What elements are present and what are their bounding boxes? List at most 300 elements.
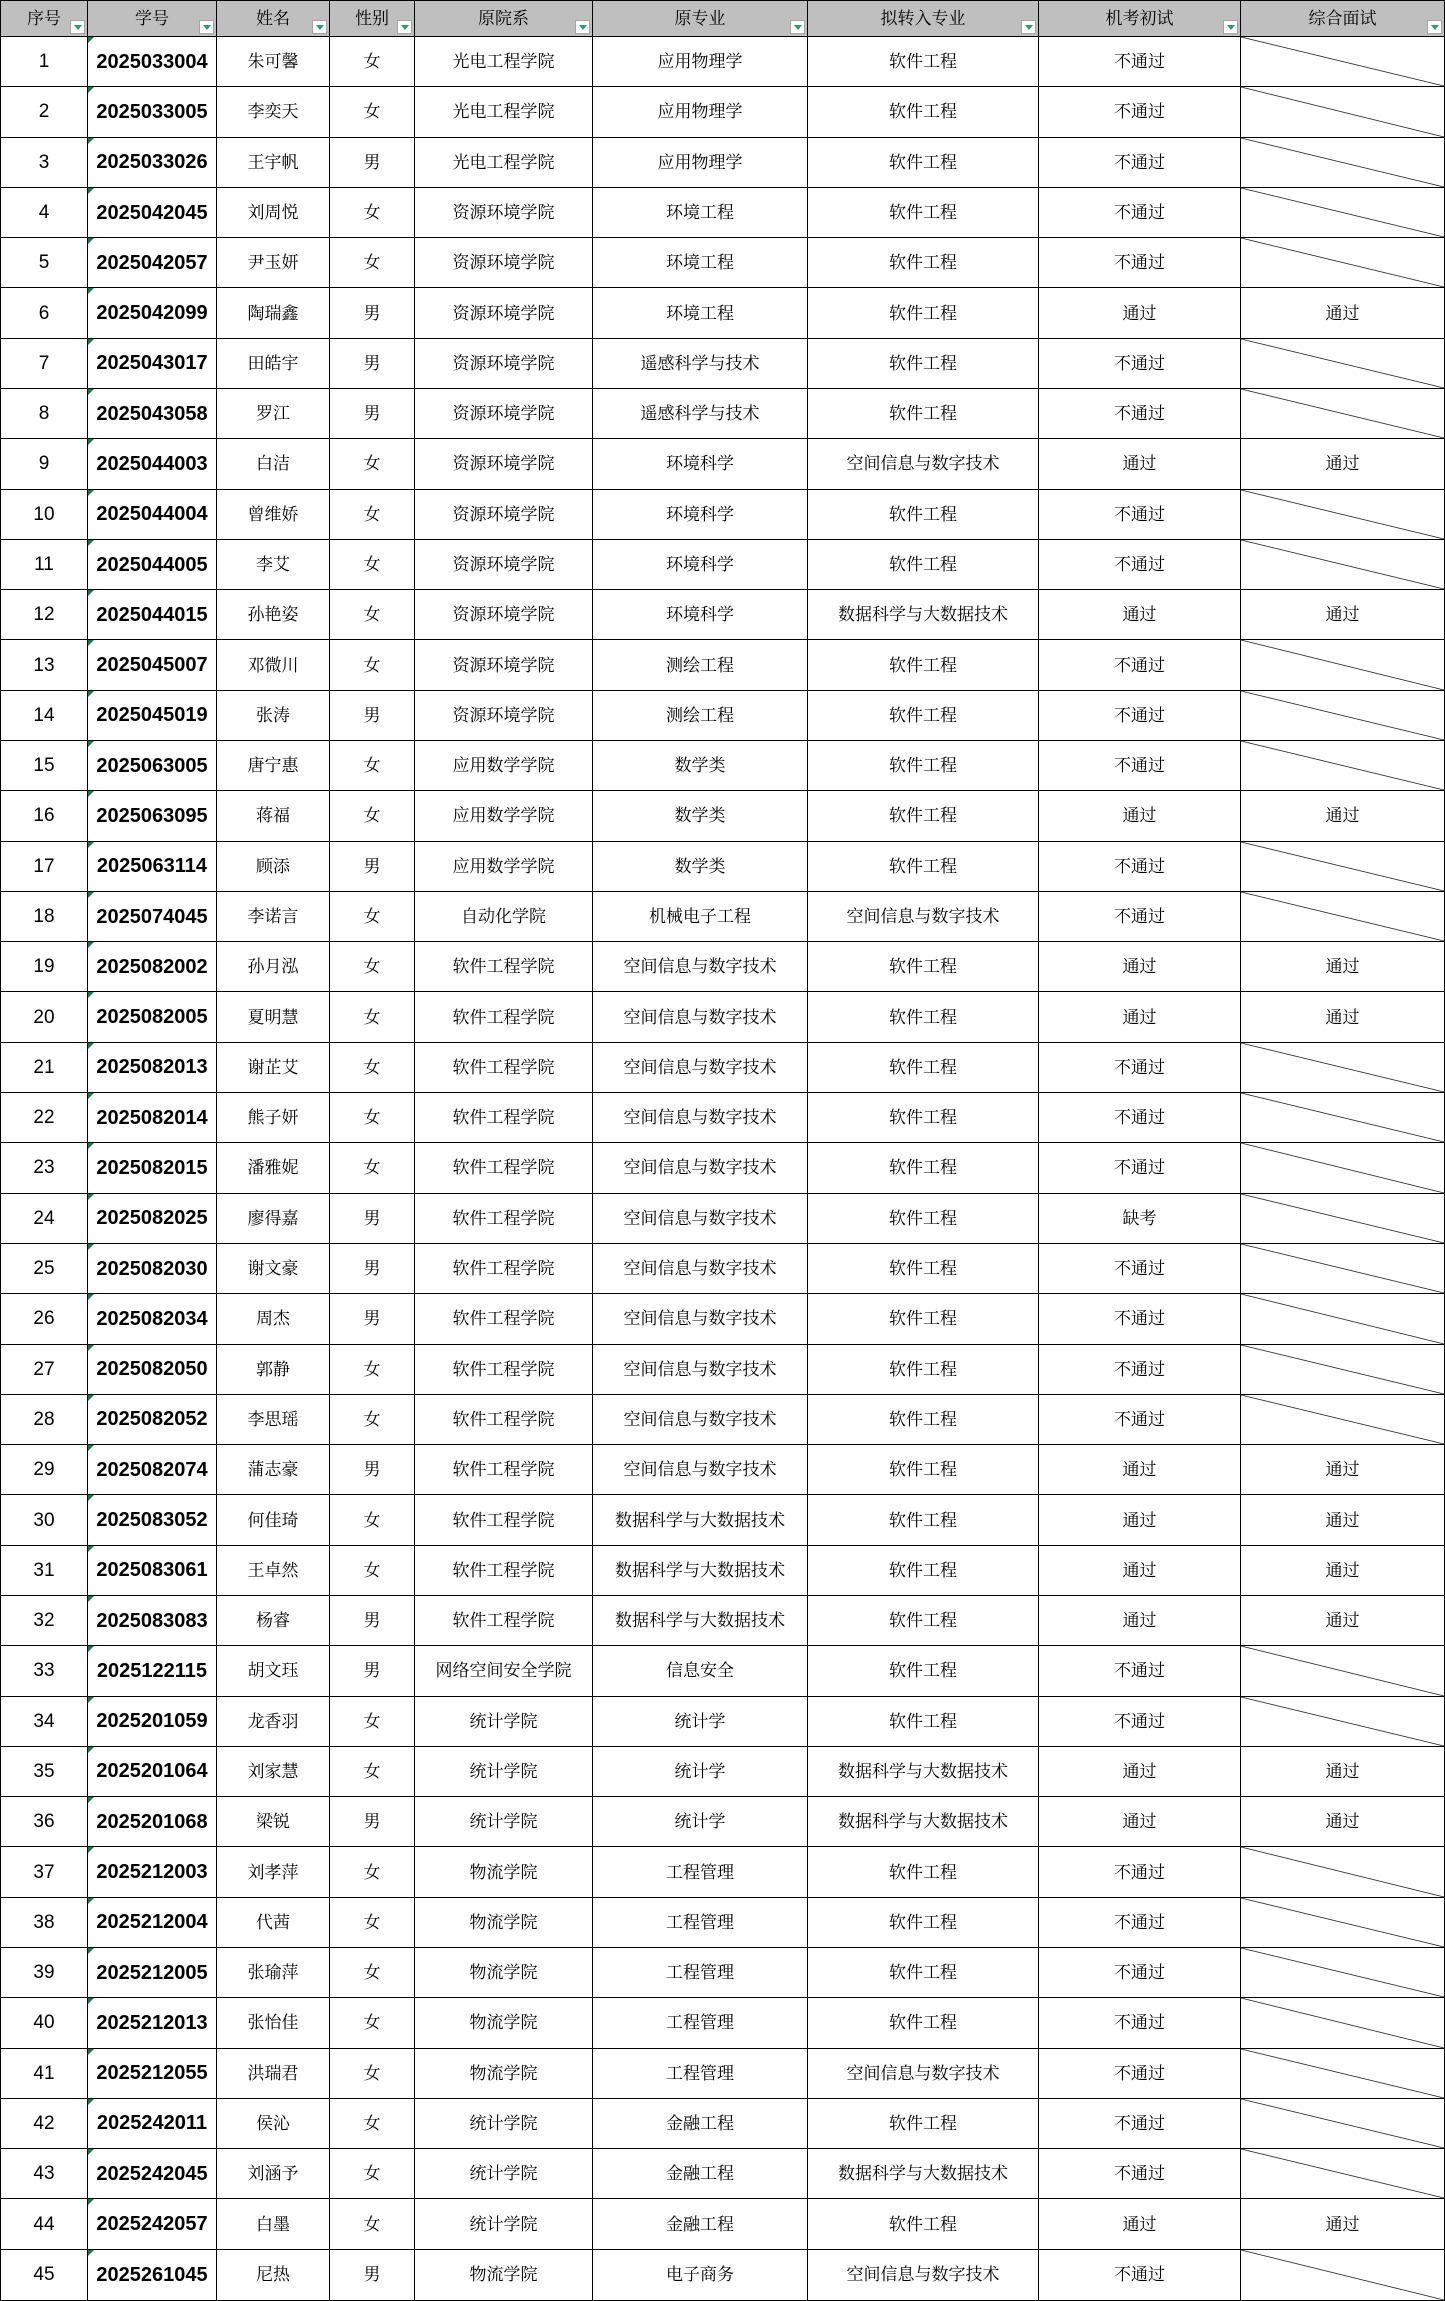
cell-target-major (808, 439, 1039, 489)
cell-interview-result (1241, 1495, 1444, 1545)
column-header-student-id (88, 1, 217, 37)
cell-text: 不通过 (1114, 52, 1165, 72)
cell-text: 软件工程 (889, 1359, 957, 1379)
cell-gender (330, 741, 415, 791)
cell-text: 45 (33, 2264, 55, 2286)
cell-interview-result (1241, 87, 1444, 137)
cell-gender (330, 490, 415, 540)
cell-text: 资源环境学院 (452, 555, 555, 575)
cell-text: 44 (33, 2213, 55, 2235)
cell-no (1, 2149, 88, 2199)
cell-interview-result (1241, 1847, 1444, 1897)
cell-name (217, 540, 330, 590)
cell-target-major (808, 1294, 1039, 1344)
cell-student-id (88, 1747, 217, 1797)
cell-text: 41 (33, 2062, 55, 2084)
cell-text: 2025033026 (96, 151, 208, 174)
cell-target-major (808, 188, 1039, 238)
cell-interview-result (1241, 188, 1444, 238)
cell-orig-college (415, 1294, 593, 1344)
cell-text: 女 (363, 504, 381, 524)
cell-gender (330, 942, 415, 992)
cell-student-id (88, 1043, 217, 1093)
cell-text: 女 (363, 203, 381, 222)
cell-text: 34 (33, 1710, 55, 1732)
cell-orig-major (593, 2049, 808, 2099)
cell-orig-college (415, 1244, 593, 1294)
filter-dropdown-button[interactable] (70, 20, 85, 34)
cell-exam-result (1039, 791, 1241, 841)
diagonal-line-icon (1241, 2049, 1444, 2098)
cell-text: 通过 (1122, 1007, 1157, 1027)
diagonal-line-icon (1241, 540, 1444, 589)
cell-text: 软件工程 (889, 1309, 957, 1329)
cell-gender (330, 1948, 415, 1998)
cell-exam-result (1039, 138, 1241, 188)
cell-orig-college (415, 1948, 593, 1998)
cell-text: 软件工程学院 (452, 1259, 555, 1279)
cell-text: 39 (33, 1962, 55, 1984)
cell-text: 不通过 (1114, 353, 1165, 373)
diagonal-line-icon (1241, 1948, 1444, 1997)
cell-orig-major (593, 741, 808, 791)
cell-text: 女 (363, 454, 381, 474)
cell-text: 女 (363, 2113, 381, 2133)
column-header-gender (330, 1, 415, 37)
cell-interview-result (1241, 2049, 1444, 2099)
cell-no (1, 2199, 88, 2249)
cell-gender (330, 339, 415, 389)
cell-orig-college (415, 1596, 593, 1646)
cell-text: 朱可馨 (247, 52, 299, 72)
cell-gender (330, 138, 415, 188)
cell-target-major (808, 1495, 1039, 1545)
cell-text: 2025045019 (96, 704, 208, 727)
cell-target-major (808, 1043, 1039, 1093)
cell-text: 女 (363, 1359, 381, 1379)
cell-exam-result (1039, 590, 1241, 640)
cell-no (1, 1998, 88, 2048)
cell-orig-college (415, 992, 593, 1042)
cell-no (1, 288, 88, 338)
cell-text: 空间信息与数字技术 (623, 1309, 777, 1329)
cell-text: 不通过 (1114, 102, 1165, 122)
cell-text: 物流学院 (469, 1862, 538, 1882)
cell-text: 32 (33, 1610, 55, 1632)
cell-student-id (88, 1646, 217, 1696)
cell-target-major (808, 691, 1039, 741)
cell-text: 曾维娇 (247, 504, 299, 524)
cell-text: 空间信息与数字技术 (623, 1409, 777, 1429)
cell-target-major (808, 842, 1039, 892)
cell-text: 软件工程 (889, 1862, 957, 1882)
filter-arrow-icon (1025, 25, 1033, 30)
cell-text: 环境科学 (666, 605, 734, 625)
cell-orig-college (415, 1747, 593, 1797)
cell-text: 环境科学 (666, 555, 734, 575)
diagonal-line-icon (1241, 2149, 1444, 2198)
cell-text: 2025212004 (96, 1911, 208, 1934)
filter-dropdown-button[interactable] (1223, 20, 1238, 34)
cell-text: 软件工程 (889, 1158, 957, 1178)
cell-student-id (88, 1345, 217, 1395)
cell-text: 龙香羽 (247, 1711, 299, 1731)
cell-text: 张怡佳 (247, 2013, 299, 2033)
filter-dropdown-button[interactable] (199, 20, 214, 34)
filter-dropdown-button[interactable] (790, 20, 805, 34)
cell-gender (330, 1998, 415, 2048)
cell-text: 李诺言 (247, 907, 299, 927)
cell-text: 2025082005 (96, 1006, 208, 1029)
cell-text: 男 (363, 856, 381, 876)
cell-text: 郭静 (256, 1359, 290, 1379)
cell-text: 14 (33, 704, 55, 726)
cell-text: 2025242045 (96, 2162, 208, 2185)
cell-text: 物流学院 (469, 2013, 538, 2033)
cell-exam-result (1039, 1847, 1241, 1897)
cell-text: 男 (363, 1259, 381, 1279)
cell-text: 王卓然 (247, 1560, 299, 1580)
cell-text: 2025201068 (96, 1810, 208, 1833)
cell-interview-result (1241, 339, 1444, 389)
cell-student-id (88, 791, 217, 841)
cell-orig-major (593, 942, 808, 992)
cell-text: 2025063005 (96, 754, 208, 777)
cell-text: 不通过 (1114, 1912, 1165, 1932)
cell-orig-college (415, 2250, 593, 2300)
diagonal-line-icon (1241, 691, 1444, 740)
cell-no (1, 2049, 88, 2099)
cell-student-id (88, 238, 217, 288)
cell-text: 2 (38, 101, 50, 123)
cell-text: 空间信息与数字技术 (846, 2063, 1000, 2083)
cell-name (217, 2199, 330, 2249)
cell-target-major (808, 1395, 1039, 1445)
cell-orig-major (593, 1345, 808, 1395)
cell-target-major (808, 1596, 1039, 1646)
cell-gender (330, 389, 415, 439)
cell-text: 廖得嘉 (247, 1208, 299, 1228)
cell-orig-major (593, 1143, 808, 1193)
cell-target-major (808, 1697, 1039, 1747)
cell-text: 蒲志豪 (247, 1460, 299, 1480)
cell-interview-result (1241, 1797, 1444, 1847)
cell-target-major (808, 238, 1039, 288)
cell-exam-result (1039, 2049, 1241, 2099)
cell-orig-major (593, 288, 808, 338)
cell-exam-result (1039, 1345, 1241, 1395)
cell-text: 李艾 (256, 555, 290, 575)
column-header-label: 姓名 (256, 9, 290, 28)
cell-name (217, 238, 330, 288)
cell-orig-major (593, 1395, 808, 1445)
cell-interview-result (1241, 1546, 1444, 1596)
cell-student-id (88, 1093, 217, 1143)
cell-orig-major (593, 1093, 808, 1143)
cell-text: 5 (38, 252, 50, 274)
cell-orig-college (415, 1194, 593, 1244)
cell-text: 软件工程学院 (452, 1409, 555, 1429)
cell-text: 空间信息与数字技术 (846, 907, 1000, 927)
cell-text: 2025033004 (96, 50, 208, 73)
cell-orig-major (593, 2250, 808, 2300)
filter-dropdown-button[interactable] (397, 20, 412, 34)
cell-text: 胡文珏 (247, 1661, 299, 1681)
cell-orig-major (593, 490, 808, 540)
cell-text: 不通过 (1114, 1108, 1165, 1128)
cell-interview-result (1241, 1445, 1444, 1495)
cell-text: 梁锐 (256, 1812, 290, 1832)
cell-name (217, 892, 330, 942)
cell-gender (330, 1546, 415, 1596)
cell-text: 唐宁惠 (247, 756, 299, 776)
cell-interview-result (1241, 942, 1444, 992)
cell-gender (330, 691, 415, 741)
filter-dropdown-button[interactable] (575, 20, 590, 34)
cell-gender (330, 1395, 415, 1445)
cell-student-id (88, 1898, 217, 1948)
cell-text: 男 (363, 1460, 381, 1480)
cell-text: 统计学院 (469, 2164, 538, 2184)
cell-orig-major (593, 1043, 808, 1093)
cell-text: 2025082030 (96, 1257, 208, 1280)
cell-target-major (808, 389, 1039, 439)
cell-text: 环境工程 (666, 203, 734, 222)
cell-name (217, 1294, 330, 1344)
cell-orig-college (415, 1395, 593, 1445)
cell-orig-college (415, 640, 593, 690)
cell-text: 通过 (1325, 1812, 1360, 1832)
cell-interview-result (1241, 2099, 1444, 2149)
cell-orig-major (593, 640, 808, 690)
cell-interview-result (1241, 741, 1444, 791)
cell-no (1, 1747, 88, 1797)
cell-student-id (88, 942, 217, 992)
cell-text: 资源环境学院 (452, 605, 555, 625)
cell-text: 10 (33, 503, 55, 525)
cell-text: 数据科学与大数据技术 (838, 605, 1008, 625)
cell-interview-result (1241, 791, 1444, 841)
cell-name (217, 691, 330, 741)
cell-text: 软件工程学院 (452, 957, 555, 977)
cell-student-id (88, 1596, 217, 1646)
cell-text: 2025212005 (96, 1961, 208, 1984)
cell-interview-result (1241, 842, 1444, 892)
cell-gender (330, 288, 415, 338)
cell-text: 应用物理学 (657, 52, 743, 72)
cell-orig-college (415, 439, 593, 489)
cell-exam-result (1039, 741, 1241, 791)
filter-dropdown-button[interactable] (1021, 20, 1036, 34)
cell-name (217, 1445, 330, 1495)
cell-name (217, 942, 330, 992)
cell-name (217, 1646, 330, 1696)
cell-text: 邓微川 (247, 655, 299, 675)
cell-gender (330, 842, 415, 892)
cell-no (1, 1797, 88, 1847)
cell-orig-college (415, 37, 593, 87)
cell-text: 通过 (1325, 1761, 1360, 1781)
cell-gender (330, 439, 415, 489)
cell-name (217, 1847, 330, 1897)
cell-text: 刘周悦 (247, 203, 299, 222)
cell-interview-result (1241, 1294, 1444, 1344)
cell-text: 应用数学学院 (452, 756, 555, 776)
cell-text: 软件工程学院 (452, 1208, 555, 1228)
cell-text: 不通过 (1114, 2063, 1165, 2083)
cell-text: 空间信息与数字技术 (623, 957, 777, 977)
cell-name (217, 288, 330, 338)
cell-text: 物流学院 (469, 2265, 538, 2285)
cell-interview-result (1241, 1194, 1444, 1244)
cell-text: 16 (33, 805, 55, 827)
cell-text: 不通过 (1114, 907, 1165, 927)
cell-name (217, 439, 330, 489)
cell-no (1, 188, 88, 238)
cell-student-id (88, 1697, 217, 1747)
cell-text: 光电工程学院 (452, 52, 555, 72)
cell-text: 女 (363, 52, 381, 72)
cell-text: 女 (363, 1963, 381, 1983)
cell-text: 女 (363, 2013, 381, 2033)
filter-dropdown-button[interactable] (1427, 20, 1442, 34)
cell-text: 软件工程 (889, 806, 957, 826)
cell-interview-result (1241, 540, 1444, 590)
cell-exam-result (1039, 1093, 1241, 1143)
cell-orig-college (415, 1847, 593, 1897)
cell-target-major (808, 87, 1039, 137)
cell-text: 不通过 (1114, 2265, 1165, 2285)
column-header-name (217, 1, 330, 37)
cell-text: 资源环境学院 (452, 504, 555, 524)
cell-exam-result (1039, 1143, 1241, 1193)
cell-text: 工程管理 (666, 2063, 734, 2083)
filter-arrow-icon (579, 25, 587, 30)
cell-no (1, 389, 88, 439)
cell-text: 软件工程 (889, 2013, 957, 2033)
cell-exam-result (1039, 1495, 1241, 1545)
cell-exam-result (1039, 339, 1241, 389)
cell-no (1, 1395, 88, 1445)
cell-exam-result (1039, 87, 1241, 137)
cell-target-major (808, 2099, 1039, 2149)
cell-target-major (808, 791, 1039, 841)
filter-arrow-icon (203, 25, 211, 30)
cell-orig-college (415, 1998, 593, 2048)
cell-text: 27 (33, 1358, 55, 1380)
cell-text: 顾添 (256, 856, 290, 876)
cell-interview-result (1241, 1143, 1444, 1193)
cell-name (217, 2049, 330, 2099)
cell-text: 2025063095 (96, 804, 208, 827)
cell-student-id (88, 1194, 217, 1244)
cell-orig-college (415, 540, 593, 590)
cell-target-major (808, 2149, 1039, 2199)
cell-name (217, 2250, 330, 2300)
cell-text: 环境科学 (666, 454, 734, 474)
cell-name (217, 992, 330, 1042)
filter-dropdown-button[interactable] (312, 20, 327, 34)
cell-text: 田皓宇 (247, 353, 299, 373)
cell-text: 3 (38, 151, 50, 173)
cell-text: 洪瑞君 (247, 2063, 299, 2083)
cell-text: 环境工程 (666, 303, 734, 323)
cell-text: 物流学院 (469, 1912, 538, 1932)
cell-no (1, 791, 88, 841)
cell-text: 女 (363, 2214, 381, 2234)
diagonal-line-icon (1241, 389, 1444, 438)
cell-text: 统计学院 (469, 2113, 538, 2133)
cell-gender (330, 1143, 415, 1193)
cell-name (217, 1143, 330, 1193)
cell-target-major (808, 1797, 1039, 1847)
cell-interview-result (1241, 439, 1444, 489)
cell-orig-college (415, 1143, 593, 1193)
cell-student-id (88, 1546, 217, 1596)
cell-interview-result (1241, 1646, 1444, 1696)
cell-exam-result (1039, 238, 1241, 288)
cell-name (217, 37, 330, 87)
cell-text: 李奕天 (247, 102, 299, 122)
cell-text: 2025082014 (96, 1106, 208, 1129)
cell-gender (330, 1244, 415, 1294)
cell-text: 工程管理 (666, 2013, 734, 2033)
cell-text: 统计学 (674, 1761, 726, 1781)
cell-orig-college (415, 87, 593, 137)
cell-student-id (88, 892, 217, 942)
cell-student-id (88, 1244, 217, 1294)
cell-text: 通过 (1325, 1460, 1360, 1480)
cell-text: 周杰 (256, 1309, 290, 1329)
cell-text: 孙艳姿 (247, 605, 299, 625)
cell-exam-result (1039, 892, 1241, 942)
cell-target-major (808, 1093, 1039, 1143)
cell-gender (330, 540, 415, 590)
cell-student-id (88, 389, 217, 439)
cell-gender (330, 1495, 415, 1545)
cell-no (1, 1596, 88, 1646)
cell-text: 2025083061 (96, 1559, 208, 1582)
cell-text: 网络空间安全学院 (435, 1661, 572, 1681)
cell-text: 不通过 (1114, 1057, 1165, 1077)
cell-target-major (808, 138, 1039, 188)
cell-text: 18 (33, 906, 55, 928)
cell-exam-result (1039, 1546, 1241, 1596)
cell-no (1, 1445, 88, 1495)
cell-text: 通过 (1325, 1560, 1360, 1580)
cell-student-id (88, 992, 217, 1042)
cell-text: 软件工程学院 (452, 1460, 555, 1480)
cell-no (1, 1345, 88, 1395)
cell-text: 代茜 (256, 1912, 290, 1932)
cell-gender (330, 1345, 415, 1395)
cell-student-id (88, 1143, 217, 1193)
cell-exam-result (1039, 992, 1241, 1042)
cell-text: 数据科学与大数据技术 (838, 2164, 1008, 2184)
cell-text: 40 (33, 2012, 55, 2034)
cell-text: 软件工程 (889, 303, 957, 323)
cell-orig-major (593, 2099, 808, 2149)
cell-orig-college (415, 1495, 593, 1545)
cell-interview-result (1241, 2250, 1444, 2300)
cell-text: 软件工程 (889, 957, 957, 977)
cell-no (1, 1093, 88, 1143)
cell-exam-result (1039, 2199, 1241, 2249)
cell-text: 软件工程学院 (452, 1309, 555, 1329)
cell-orig-major (593, 540, 808, 590)
cell-student-id (88, 138, 217, 188)
cell-text: 女 (363, 1761, 381, 1781)
